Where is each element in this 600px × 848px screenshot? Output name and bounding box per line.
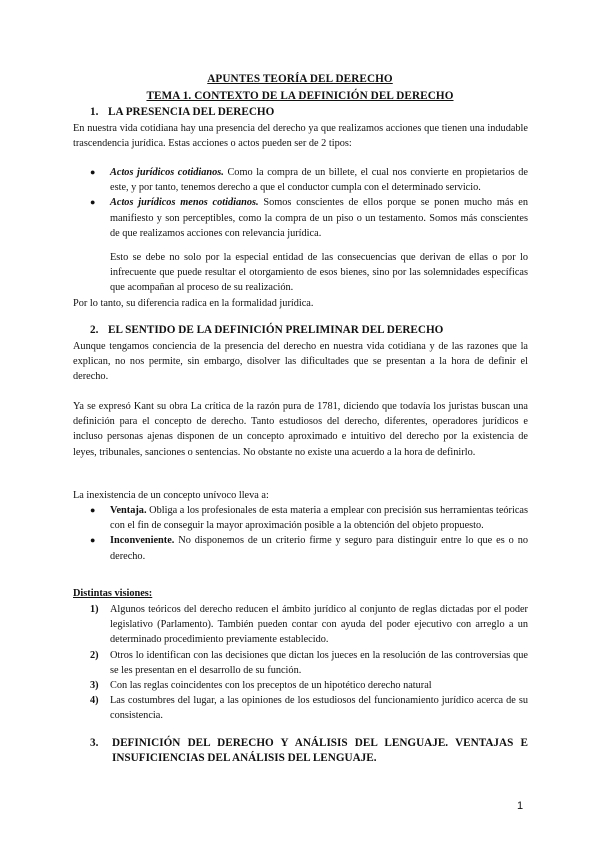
document-subtitle: TEMA 1. CONTEXTO DE LA DEFINICIÓN DEL DERECHO xyxy=(146,90,454,102)
page-number: 1 xyxy=(517,800,524,812)
list-item xyxy=(90,602,528,648)
bullet-icon: ● xyxy=(90,505,96,515)
section-2-paragraph-2: Ya se expresó Kant su obra La crítica de la razón pura de 1781, diciendo que todavía los juristas buscan una definición para el concepto de derecho. Tanto estudiosos del derecho, diferentes, operadores jurídicos e incluso personas ajenas disponen de un concepto aproximado e intuitivo del derecho por la existencia de leyes, tribunales, sanciones o sentencias. No obstante no existe una acuerdo a la hora de definirlo. xyxy=(73,401,528,458)
item-text: Algunos teóricos del derecho reducen el ámbito jurídico al conjunto de reglas dictadas por el poder legislativo (Parlamento). También pueden contar con ayuda del poder ejecutivo con arreglo a un determinado procedimiento previamente establecido. xyxy=(110,604,528,646)
item-number: 3) xyxy=(90,680,99,692)
item-number: 4) xyxy=(90,695,99,707)
bullet-icon: ● xyxy=(90,535,96,546)
section-3-title: DEFINICIÓN DEL DERECHO Y ANÁLISIS DEL LENGUAJE. VENTAJAS E INSUFICIENCIAS DEL ANÁLISIS DEL LENGUAJE. xyxy=(112,737,528,764)
section-1-intro: En nuestra vida cotidiana hay una presencia del derecho ya que realizamos acciones que tienen una indudable trascendencia jurídica. Estas acciones o actos pueden ser de 2 tipos: xyxy=(73,123,528,150)
visions-list xyxy=(90,602,528,724)
item-text: Otros lo identifican con las decisiones que dictan los jueces en la resolución de las controversias que se les presentan en el desarrollo de su función. xyxy=(110,649,528,676)
item-number: 2) xyxy=(90,649,99,661)
list-item xyxy=(90,533,528,563)
list-item xyxy=(90,165,528,195)
visions-heading: Distintas visiones: xyxy=(73,588,153,599)
item-number: 1) xyxy=(90,604,99,615)
bullet-text: Obliga a los profesionales de esta materia a emplear con precisión sus herramientas teóricas con el fin de conseguir la mayor aproximación posible a la obtención del objeto propuesto. xyxy=(110,505,528,532)
bullet-text: Somos conscientes de ellos porque se ponen mucho más en manifiesto y son perceptibles, como la compra de un piso o un testamento. Somos más conscientes de que realizamos acciones con relevancia jurídica. xyxy=(110,197,529,239)
bullet-icon: ● xyxy=(90,197,96,208)
list-item xyxy=(90,693,528,723)
section-2-paragraph-3: La inexistencia de un concepto unívoco lleva a: xyxy=(73,490,269,501)
section-2-paragraph-1: Aunque tengamos conciencia de la presencia del derecho en nuestra vida cotidiana y de las razones que la explican, no nos permite, sin embargo, disolver las dificultades que se presentan a la hora de definir el derecho. xyxy=(73,341,528,383)
list-item xyxy=(90,195,528,241)
bullet-icon: ● xyxy=(90,167,96,177)
bullet-term: Actos jurídicos menos cotidianos. xyxy=(110,197,259,209)
bullet-text: Como la compra de un billete, el cual nos convierte en propietarios de este, y por tanto, tenemos derecho a que el conductor cumpla con el determinado servicio. xyxy=(110,167,528,194)
list-item xyxy=(90,503,528,533)
bullet-term: Ventaja. xyxy=(110,505,147,516)
item-text: Las costumbres del lugar, a las opiniones de los estudiosos del funcionamiento jurídico acerca de su consistencia. xyxy=(110,695,528,722)
section-2-bullet-list xyxy=(90,503,528,564)
list-item xyxy=(90,678,528,693)
item-text: Con las reglas coincidentes con los preceptos de un hipotético derecho natural xyxy=(110,680,432,692)
section-1-continuation: Esto se debe no solo por la especial entidad de las consecuencias que derivan de ellas o por lo infrecuente que puede resultar el otorgamiento de esos bienes, sino por las solemnidades específicas que acompañan al proceso de su realización. xyxy=(110,252,528,294)
bullet-term: Inconveniente. xyxy=(110,535,175,547)
section-1-title: LA PRESENCIA DEL DERECHO xyxy=(108,106,275,118)
section-3-heading xyxy=(90,736,528,766)
section-1-heading xyxy=(90,106,274,118)
section-2-number: 2. xyxy=(90,324,99,336)
list-item xyxy=(90,648,528,678)
bullet-term: Actos jurídicos cotidianos. xyxy=(110,167,224,178)
section-1-number: 1. xyxy=(90,106,99,118)
bullet-text: No disponemos de un criterio firme y seguro para distinguir entre lo que es o no derecho. xyxy=(110,535,528,562)
document-title: APUNTES TEORÍA DEL DERECHO xyxy=(207,73,393,85)
section-3-number: 3. xyxy=(90,737,99,749)
section-1-conclusion: Por lo tanto, su diferencia radica en la formalidad jurídica. xyxy=(73,298,314,309)
section-2-heading xyxy=(90,324,443,336)
section-2-title: EL SENTIDO DE LA DEFINICIÓN PRELIMINAR DEL DERECHO xyxy=(108,324,444,336)
section-1-bullet-list xyxy=(90,165,528,241)
